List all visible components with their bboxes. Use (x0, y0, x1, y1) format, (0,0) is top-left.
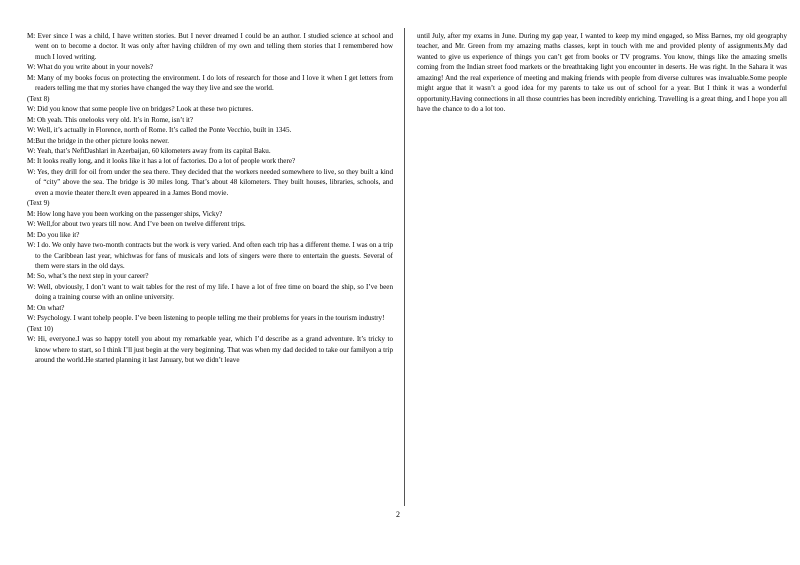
dialogue-line: W: Yeah, that’s NeftDashlari in Azerbaijan, 60 kilometers away from its capital Baku. (27, 146, 271, 155)
section-label: until July, after my exams in June. During my gap year, I wanted to keep my mind engaged, so Miss Barnes, my old geography teacher, and Mr. Green from my amazing maths classes, kept in touch with me and provided plenty of assignments.My dad wanted to give us experience of things you can’t get from books or TV programs. You know, things like the amazing smells coming from the Indian street food markets or the breathtaking light you encounter in deserts. He was right. In the Sahara it was amazing! And the real experience of meeting and making friends with people from diverse cultures was invaluable.Some people might argue that it wasn’t a good idea for my parents to take us out of school for a year. But I think it was a wonderful opportunity.Having connections in all those countries has been incredibly enriching. Travelling is a great thing, and I hope you all have the chance to do a lot too. (417, 32, 787, 114)
section-label: (Text 10) (27, 324, 54, 333)
dialogue-line: M: Do you like it? (27, 230, 80, 239)
dialogue-line: W: Yes, they drill for oil from under the sea there. They decided that the workers needed somewhere to live, so they built a kind of “city” above the sea. The bridge is 30 miles long. That’s about 48 kilometers. They built houses, libraries, schools, and even a movie theater there.It even appeared in a James Bond movie. (27, 167, 393, 197)
right-column (417, 31, 787, 115)
dialogue-line: W: What do you write about in your novels? (27, 63, 154, 72)
dialogue-line: M: So, what’s the next step in your career? (27, 272, 149, 281)
dialogue-line: W: Hi, everyone.I was so happy totell you about my remarkable year, which I’d describe as a grand adventure. It’s tricky to know where to start, so I think I’ll just begin at the very beginning. That was when my dad decided to take our familyon a trip around the world.He started planning it last January, but we didn’t leave (27, 335, 393, 365)
dialogue-line: M:But the bridge in the other picture looks newer. (27, 136, 170, 145)
dialogue-line: W: Well, it’s actually in Florence, north of Rome. It’s called the Ponte Vecchio, built in 1345. (27, 126, 292, 135)
dialogue-line: M: Many of my books focus on protecting the environment. I do lots of research for those and I love it when I get letters from readers telling me that my stories have changed the way they live and see the world. (27, 73, 393, 93)
dialogue-line: W: Well, obviously, I don’t want to wait tables for the rest of my life. I have a lot of free time on board the ship, so I’ve been doing a training course with an online university. (27, 282, 393, 302)
section-label: (Text 9) (27, 199, 50, 208)
column-divider (404, 28, 405, 506)
dialogue-line: M: Oh yeah. This onelooks very old. It’s in Rome, isn’t it? (27, 115, 194, 124)
section-label: (Text 8) (27, 94, 50, 103)
dialogue-line: W: Did you know that some people live on bridges? Look at these two pictures. (27, 105, 254, 114)
left-column (27, 31, 393, 366)
dialogue-line: W: Well,for about two years till now. And I’ve been on twelve different trips. (27, 220, 246, 229)
dialogue-line: M: How long have you been working on the passenger ships, Vicky? (27, 209, 223, 218)
dialogue-line: W: I do. We only have two-month contracts but the work is very varied. And often each trip has a different theme. I was on a trip to the Caribbean last year, whichwas for fans of musicals and lots of singers were there to entertain the guests. Several of them were stars in the old days. (27, 241, 393, 270)
dialogue-line: M: On what? (27, 303, 65, 312)
dialogue-line: W: Psychology. I want tohelp people. I’ve been listening to people telling me their problems for years in the tourism industry! (27, 314, 385, 323)
page-number: 2 (396, 510, 400, 519)
dialogue-line: M: Ever since I was a child, I have written stories. But I never dreamed I could be an author. I studied science at school and went on to become a doctor. It was only after having children of my own and telling them stories that I remembered how much I loved writing. (27, 32, 393, 61)
dialogue-line: M: It looks really long, and it looks like it has a lot of factories. Do a lot of people work there? (27, 157, 296, 166)
